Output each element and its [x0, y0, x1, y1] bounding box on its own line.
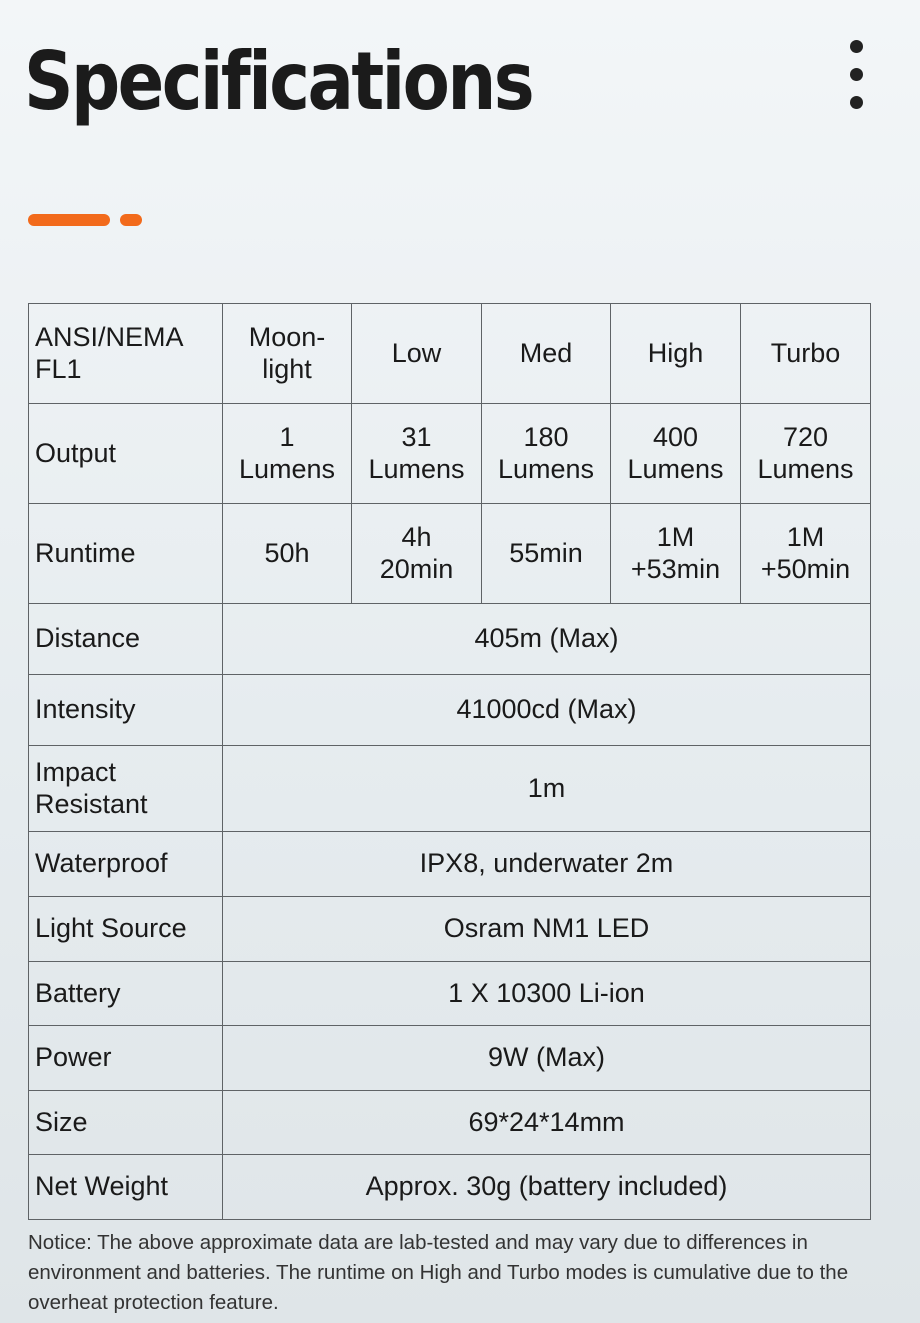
spec-label: Size: [29, 1091, 223, 1155]
mode-cell: Low: [352, 304, 482, 404]
spec-row-intensity: [29, 675, 871, 746]
output-cell: 1 Lumens: [223, 404, 352, 504]
spec-label: Net Weight: [29, 1155, 223, 1220]
spec-row-net-weight: [29, 1155, 871, 1220]
spec-row-battery: [29, 962, 871, 1026]
spec-value: 405m (Max): [223, 604, 871, 675]
output-cell: 180 Lumens: [482, 404, 611, 504]
mode-cell: High: [611, 304, 741, 404]
spec-value: 41000cd (Max): [223, 675, 871, 746]
output-label: Output: [29, 404, 223, 504]
more-vertical-icon[interactable]: [840, 36, 872, 116]
spec-label: Intensity: [29, 675, 223, 746]
spec-value: Approx. 30g (battery included): [223, 1155, 871, 1220]
spec-label: Distance: [29, 604, 223, 675]
spec-row-impact: [29, 746, 871, 832]
runtime-cell: 50h: [223, 504, 352, 604]
output-cell: 31 Lumens: [352, 404, 482, 504]
menu-dot: [850, 68, 863, 81]
spec-label: Impact Resistant: [29, 746, 223, 832]
spec-value: Osram NM1 LED: [223, 897, 871, 962]
spec-value: IPX8, underwater 2m: [223, 832, 871, 897]
menu-dot: [850, 96, 863, 109]
accent-dot: [120, 214, 142, 226]
spec-value: 69*24*14mm: [223, 1091, 871, 1155]
spec-label: Power: [29, 1026, 223, 1091]
spec-row-waterproof: [29, 832, 871, 897]
spec-label: Light Source: [29, 897, 223, 962]
mode-cell: Turbo: [741, 304, 871, 404]
accent-bar: [28, 214, 110, 226]
spec-value: 1m: [223, 746, 871, 832]
spec-row-distance: [29, 604, 871, 675]
spec-value: 9W (Max): [223, 1026, 871, 1091]
spec-value: 1 X 10300 Li-ion: [223, 962, 871, 1026]
menu-dot: [850, 40, 863, 53]
spec-label: Waterproof: [29, 832, 223, 897]
page-title: Specifications: [24, 35, 533, 128]
mode-header-row: [29, 304, 871, 404]
runtime-cell: 55min: [482, 504, 611, 604]
runtime-cell: 1M +50min: [741, 504, 871, 604]
runtime-cell: 4h 20min: [352, 504, 482, 604]
spec-row-power: [29, 1026, 871, 1091]
mode-cell: Med: [482, 304, 611, 404]
spec-label: Battery: [29, 962, 223, 1026]
mode-cell: Moon-light: [223, 304, 352, 404]
spec-row-light-source: [29, 897, 871, 962]
output-row: [29, 404, 871, 504]
output-cell: 400 Lumens: [611, 404, 741, 504]
mode-header-label: ANSI/NEMA FL1: [29, 304, 223, 404]
spec-table: [28, 303, 871, 1220]
spec-row-size: [29, 1091, 871, 1155]
notice-text: Notice: The above approximate data are lab-tested and may vary due to differences in environment and batteries. The runtime on High and Turbo modes is cumulative due to the overheat protection feature.: [28, 1231, 849, 1314]
output-cell: 720 Lumens: [741, 404, 871, 504]
runtime-label: Runtime: [29, 504, 223, 604]
runtime-row: [29, 504, 871, 604]
runtime-cell: 1M +53min: [611, 504, 741, 604]
